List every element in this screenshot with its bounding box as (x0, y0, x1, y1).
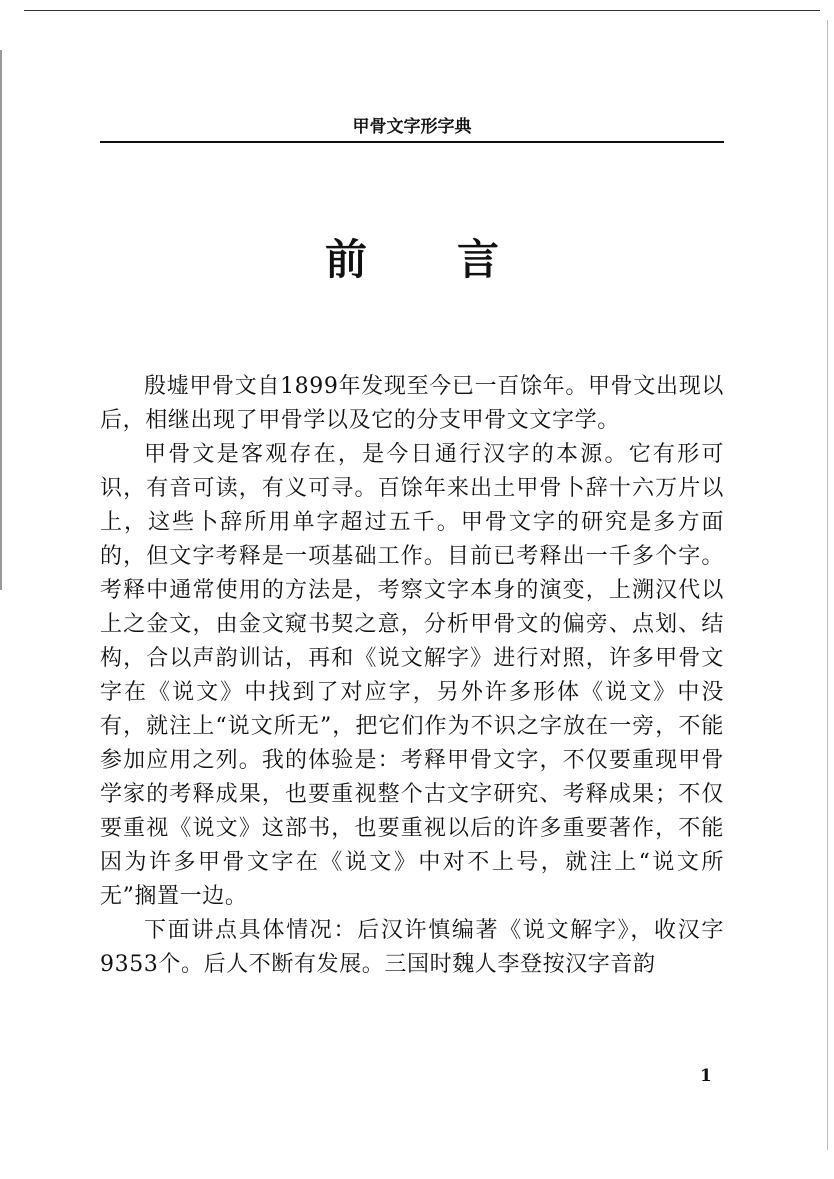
chapter-title-char-2: 言 (457, 235, 500, 284)
paragraph-2: 甲骨文是客观存在，是今日通行汉字的本源。它有形可识，有音可读，有义可寻。百馀年来出土甲骨卜辞十六万片以上，这些卜辞所用单字超过五千。甲骨文字的研究是多方面的，但文字考释是一项基础工作。目前已考释出一千多个字。考释中通常使用的方法是，考察文字本身的演变，上溯汉代以上之金文，由金文窥书契之意，分析甲骨文的偏旁、点划、结构，合以声韵训诂，再和《说文解字》进行对照，许多甲骨文字在《说文》中找到了对应字，另外许多形体《说文》中没有，就注上“说文所无”，把它们作为不识之字放在一旁，不能参加应用之列。我的体验是：考释甲骨文字，不仅要重现甲骨学家的考释成果，也要重视整个古文字研究、考释成果；不仅要重视《说文》这部书，也要重视以后的许多重要著作，不能因为许多甲骨文字在《说文》中对不上号，就注上“说文所无”搁置一边。 (100, 442, 724, 909)
paragraph-1: 殷墟甲骨文自1899年发现至今已一百馀年。甲骨文出现以后，相继出现了甲骨学以及它的分支甲骨文文字学。 (100, 374, 724, 433)
chapter-title (100, 232, 724, 288)
scan-edge-right (827, 20, 828, 1150)
page-number: 1 (700, 1066, 712, 1086)
scan-edge-left (0, 50, 2, 590)
header-rule (100, 141, 724, 143)
body-text (100, 370, 724, 982)
chapter-title-char-1: 前 (324, 235, 367, 284)
paragraph-3: 下面讲点具体情况：后汉许慎编著《说文解字》，收汉字9353个。后人不断有发展。三国时魏人李登按汉字音韵 (100, 918, 724, 977)
scan-edge-top (24, 10, 820, 11)
running-header: 甲骨文字形字典 (352, 117, 472, 137)
